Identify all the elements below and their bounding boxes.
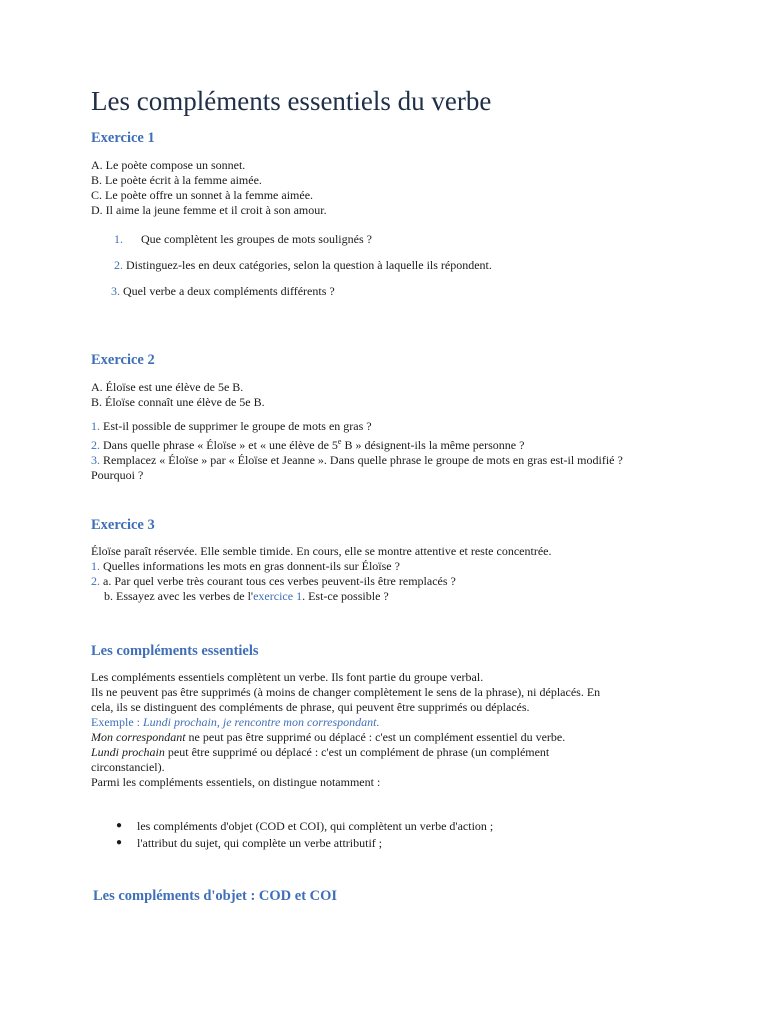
paragraph: Les compléments essentiels complètent un verbe. Ils font partie du groupe verbal. bbox=[91, 670, 484, 684]
bullet-list bbox=[116, 818, 493, 852]
exercise-3-intro: Éloïse paraît réservée. Elle semble timide. En cours, elle se montre attentive et reste concentrée. bbox=[91, 544, 552, 558]
question-number: 3. bbox=[91, 453, 100, 467]
exercise-2-questions bbox=[91, 419, 651, 483]
list-item bbox=[116, 818, 493, 835]
list-item-text: l'attribut du sujet, qui complète un verbe attributif ; bbox=[137, 836, 383, 850]
example-label: Exemple : bbox=[91, 715, 140, 729]
exercise-1-question-1 bbox=[114, 232, 372, 247]
exercise-1-link[interactable]: exercice 1 bbox=[253, 589, 303, 603]
list-item bbox=[116, 835, 493, 852]
example-line bbox=[91, 715, 621, 730]
question-number: 2. bbox=[114, 258, 123, 272]
paragraph-text: ne peut pas être supprimé ou déplacé : c'est un complément essentiel du verbe. bbox=[185, 730, 566, 744]
exercise-3-question-2a bbox=[91, 574, 651, 589]
superscript: e bbox=[337, 437, 342, 446]
question-text: Dans quelle phrase « Éloïse » et « une élève de 5 bbox=[103, 438, 338, 452]
exercise-3-question-1 bbox=[91, 559, 651, 574]
exercise-1-sentence-b: B. Le poète écrit à la femme aimée. bbox=[91, 173, 262, 187]
question-text: Que complètent les groupes de mots soulignés ? bbox=[141, 232, 372, 246]
paragraph: Parmi les compléments essentiels, on distingue notamment : bbox=[91, 775, 381, 789]
question-text: a. Par quel verbe très courant tous ces verbes peuvent-ils être remplacés ? bbox=[103, 574, 456, 588]
question-number: 1. bbox=[91, 559, 100, 573]
essential-complements-body bbox=[91, 670, 621, 790]
question-number: 2. bbox=[91, 574, 100, 588]
question-text: Distinguez-les en deux catégories, selon la question à laquelle ils répondent. bbox=[126, 258, 492, 272]
exercise-1-sentence-d: D. Il aime la jeune femme et il croit à son amour. bbox=[91, 203, 327, 217]
bullet-icon: ● bbox=[116, 837, 123, 848]
question-number: 3. bbox=[111, 284, 120, 298]
question-number: 1. bbox=[91, 419, 100, 433]
exercise-3-body bbox=[91, 544, 651, 604]
exercise-3-question-2b bbox=[91, 589, 651, 604]
italic-term: Mon correspondant bbox=[91, 730, 186, 744]
exercise-3-heading: Exercice 3 bbox=[91, 517, 155, 533]
exercise-2-question-2 bbox=[91, 434, 651, 453]
paragraph bbox=[91, 745, 621, 775]
exercise-1-sentences bbox=[91, 158, 621, 218]
exercise-2-sentence-a: A. Éloïse est une élève de 5e B. bbox=[91, 380, 244, 394]
paragraph-text: peut être supprimé ou déplacé : c'est un complément de phrase (un complément circonstanciel). bbox=[91, 745, 550, 774]
italic-term: Lundi prochain bbox=[91, 745, 165, 759]
question-text: B » désignent-ils la même personne ? bbox=[341, 438, 525, 452]
exercise-1-question-2 bbox=[114, 258, 492, 273]
question-text: . Est-ce possible ? bbox=[302, 589, 389, 603]
object-complements-heading: Les compléments d'objet : COD et COI bbox=[93, 888, 338, 904]
question-text: b. Essayez avec les verbes de l' bbox=[104, 589, 254, 603]
exercise-1-heading: Exercice 1 bbox=[91, 130, 155, 146]
paragraph bbox=[91, 730, 621, 745]
example-text: Lundi prochain, je rencontre mon correspondant. bbox=[142, 715, 380, 729]
question-number: 1. bbox=[114, 232, 123, 246]
exercise-2-heading: Exercice 2 bbox=[91, 352, 155, 368]
question-text: Est-il possible de supprimer le groupe de mots en gras ? bbox=[103, 419, 372, 433]
list-item-text: les compléments d'objet (COD et COI), qui complètent un verbe d'action ; bbox=[137, 819, 494, 833]
exercise-1-sentence-c: C. Le poète offre un sonnet à la femme aimée. bbox=[91, 188, 314, 202]
exercise-2-sentence-b: B. Éloïse connaît une élève de 5e B. bbox=[91, 395, 265, 409]
exercise-2-sentences bbox=[91, 380, 621, 410]
question-number: 2. bbox=[91, 438, 100, 452]
essential-complements-heading: Les compléments essentiels bbox=[91, 643, 259, 659]
question-text: Remplacez « Éloïse » par « Éloïse et Jeanne ». Dans quelle phrase le groupe de mots en gras est-il modifié ? Pourquoi ? bbox=[91, 453, 623, 482]
exercise-2-question-1 bbox=[91, 419, 651, 434]
exercise-1-question-3 bbox=[111, 284, 335, 299]
question-text: Quelles informations les mots en gras donnent-ils sur Éloïse ? bbox=[103, 559, 400, 573]
exercise-2-question-3 bbox=[91, 453, 651, 483]
bullet-icon: ● bbox=[116, 820, 123, 831]
paragraph: Ils ne peuvent pas être supprimés (à moins de changer complètement le sens de la phrase), ni déplacés. En cela, ils se distinguent des compléments de phrase, qui peuvent être supprimés ou déplacés. bbox=[91, 685, 601, 714]
page-title: Les compléments essentiels du verbe bbox=[91, 86, 492, 116]
exercise-1-sentence-a: A. Le poète compose un sonnet. bbox=[91, 158, 246, 172]
question-text: Quel verbe a deux compléments différents ? bbox=[123, 284, 335, 298]
